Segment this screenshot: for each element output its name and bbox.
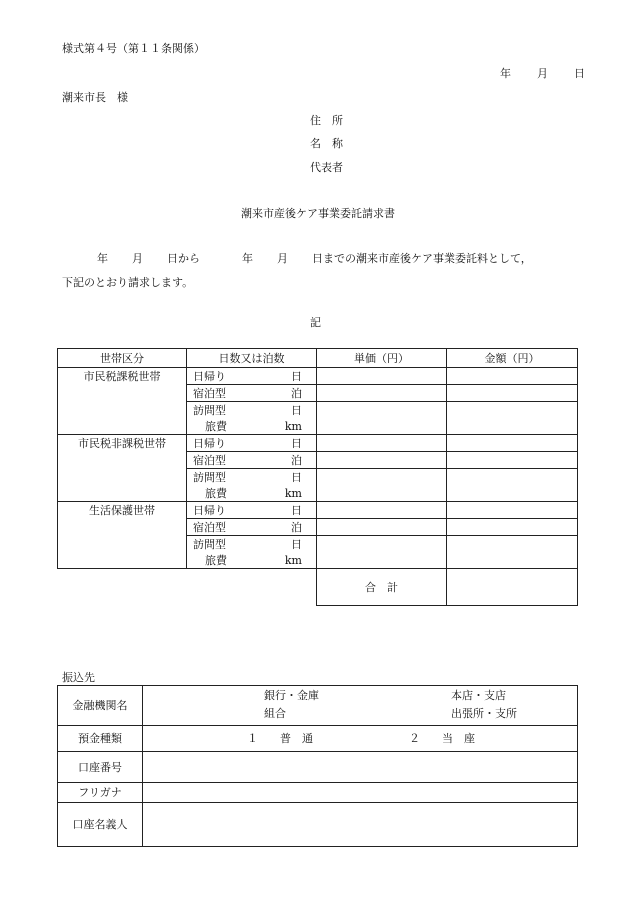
amount-cell[interactable] [447, 469, 578, 502]
date-day: 日 [574, 67, 585, 80]
header-days: 日数又は泊数 [187, 349, 317, 368]
form-number: 様式第４号（第１１条関係） [62, 42, 205, 55]
table-header-row [58, 349, 578, 368]
amount-cell[interactable] [447, 402, 578, 435]
body-line-1 [97, 250, 532, 266]
item-label: 宿泊型 [187, 452, 259, 469]
unit-label: 日 [259, 469, 317, 486]
document-title: 潮来市産後ケア事業委託請求書 [241, 207, 395, 220]
table-row [58, 502, 578, 519]
unit-price-cell[interactable] [317, 519, 447, 536]
table-row [58, 368, 578, 385]
header-amount: 金額（円） [447, 349, 578, 368]
item-label: 旅費 [187, 485, 259, 502]
from-year: 年 [97, 252, 108, 265]
deposit-option-ordinary[interactable]: １ 普 通 [247, 732, 313, 745]
amount-cell[interactable] [447, 502, 578, 519]
unit-label: 泊 [259, 385, 317, 402]
header-unit-price: 単価（円） [317, 349, 447, 368]
applicant-address: 住 所 [310, 114, 343, 127]
from-day: 日から [167, 252, 200, 265]
bank-name-cell[interactable] [143, 686, 578, 726]
amount-cell[interactable] [447, 385, 578, 402]
deposit-row [58, 726, 578, 752]
account-number-cell[interactable] [143, 752, 578, 783]
table-row [58, 435, 578, 452]
unit-label: km [259, 418, 317, 435]
bank-type-2: 組合 [264, 707, 286, 720]
amount-cell[interactable] [447, 452, 578, 469]
item-label: 訪問型 [187, 402, 259, 419]
total-amount-cell[interactable] [447, 569, 578, 606]
account-holder-label: 口座名義人 [58, 803, 143, 847]
category-welfare: 生活保護世帯 [58, 502, 187, 569]
furigana-label: フリガナ [58, 783, 143, 803]
item-label: 日帰り [187, 435, 259, 452]
unit-label: 日 [259, 435, 317, 452]
item-label: 訪問型 [187, 469, 259, 486]
item-label: 旅費 [187, 418, 259, 435]
unit-price-cell[interactable] [317, 469, 447, 502]
furigana-cell[interactable] [143, 783, 578, 803]
bank-type-1: 銀行・金庫 [264, 689, 319, 702]
category-non-taxed: 市民税非課税世帯 [58, 435, 187, 502]
item-label: 訪問型 [187, 536, 259, 553]
account-holder-cell[interactable] [143, 803, 578, 847]
item-label: 日帰り [187, 502, 259, 519]
unit-label: km [259, 552, 317, 569]
deposit-option-checking[interactable]: ２ 当 座 [409, 732, 475, 745]
item-label: 宿泊型 [187, 519, 259, 536]
applicant-representative: 代表者 [310, 161, 343, 174]
unit-label: 泊 [259, 452, 317, 469]
transfer-heading: 振込先 [62, 671, 95, 684]
ki-label: 記 [310, 316, 321, 329]
date-month: 月 [537, 67, 548, 80]
bank-table [57, 685, 578, 847]
amount-cell[interactable] [447, 536, 578, 569]
deposit-type-cell[interactable] [143, 726, 578, 752]
billing-table [57, 348, 578, 606]
amount-cell[interactable] [447, 519, 578, 536]
to-month: 月 [277, 252, 288, 265]
bank-row [58, 686, 578, 726]
unit-label: 日 [259, 368, 317, 385]
item-label: 宿泊型 [187, 385, 259, 402]
unit-price-cell[interactable] [317, 435, 447, 452]
date-year: 年 [500, 67, 511, 80]
applicant-name: 名 称 [310, 137, 343, 150]
item-label: 旅費 [187, 552, 259, 569]
unit-label: 日 [259, 536, 317, 553]
unit-label: 日 [259, 502, 317, 519]
unit-price-cell[interactable] [317, 385, 447, 402]
header-household: 世帯区分 [58, 349, 187, 368]
unit-label: 泊 [259, 519, 317, 536]
account-row [58, 752, 578, 783]
date-line [500, 65, 585, 81]
unit-price-cell[interactable] [317, 536, 447, 569]
to-year: 年 [242, 252, 253, 265]
branch-type-2: 出張所・支所 [451, 707, 517, 720]
bank-name-label: 金融機関名 [58, 686, 143, 726]
unit-price-cell[interactable] [317, 502, 447, 519]
unit-label: 日 [259, 402, 317, 419]
body-line-2: 下記のとおり請求します。 [62, 276, 194, 289]
total-spacer [58, 569, 317, 606]
total-label: 合 計 [317, 569, 447, 606]
unit-price-cell[interactable] [317, 368, 447, 385]
branch-type-1: 本店・支店 [451, 689, 506, 702]
to-day-text: 日までの潮来市産後ケア事業委託料として， [312, 252, 532, 265]
item-label: 日帰り [187, 368, 259, 385]
from-month: 月 [132, 252, 143, 265]
unit-price-cell[interactable] [317, 402, 447, 435]
deposit-type-label: 預金種類 [58, 726, 143, 752]
holder-row [58, 803, 578, 847]
unit-label: km [259, 485, 317, 502]
unit-price-cell[interactable] [317, 452, 447, 469]
category-taxed: 市民税課税世帯 [58, 368, 187, 435]
addressee: 潮来市長 様 [62, 91, 128, 104]
total-row [58, 569, 578, 606]
account-number-label: 口座番号 [58, 752, 143, 783]
amount-cell[interactable] [447, 368, 578, 385]
amount-cell[interactable] [447, 435, 578, 452]
furigana-row [58, 783, 578, 803]
